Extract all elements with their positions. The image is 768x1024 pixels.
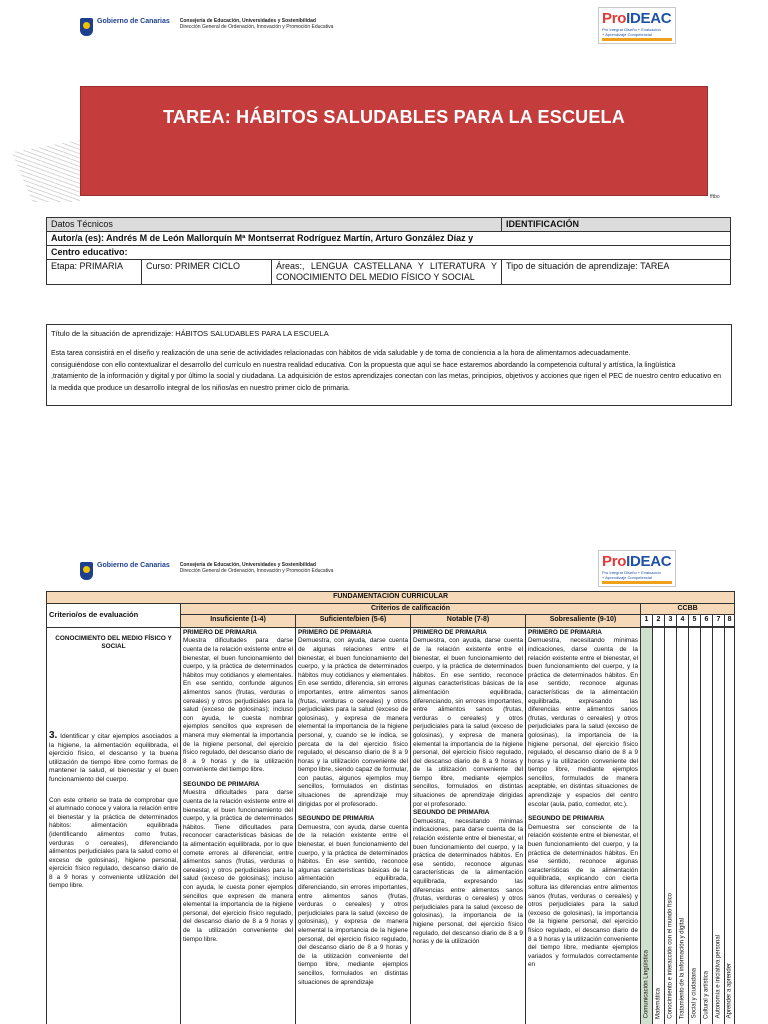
datos-tecnicos-label: Datos Técnicos xyxy=(47,218,502,232)
ccbb-num-8: 8 xyxy=(725,615,735,627)
proideac-sub-2: + Aprendizaje Competencial xyxy=(602,32,652,37)
sobresaliente-cell xyxy=(526,627,641,1024)
criterios-calificacion-header: Criterios de calificación xyxy=(181,603,641,615)
banner-small-text: fftbo xyxy=(710,194,720,200)
notable-segundo: Demuestra, necesitando mínimas indicaciones, para darse cuenta de la relación existente entre el bienestar, el buen funcionamiento del cuerpo, y la práctica de determinados hábitos. En ese sentido, reconoce algunas características de la alimentación equilibrada, expresando las diferencias entre alimentos sanos (frutas, verduras o cereales) y otros perjudiciales para la salud (exceso de golosinas), la importancia de la higiene personal, del ejercicio físico regulado, del descanso diario de 8 a 9 horas y de la utilización xyxy=(413,817,523,946)
gobierno-canarias-logo-2 xyxy=(80,562,333,580)
criterios-evaluacion-header: Criterio/os de evaluación xyxy=(47,603,181,627)
gobierno-canarias-logo xyxy=(80,18,333,36)
suficiente-cell xyxy=(296,627,411,1024)
gov-name: Gobierno de Canarias xyxy=(97,18,170,25)
banner-title: TAREA: HÁBITOS SALUDABLES PARA LA ESCUELA xyxy=(163,107,625,127)
level-sobresaliente: Sobresaliente (9-10) xyxy=(526,615,641,628)
decorative-stripes xyxy=(12,140,80,202)
gov-dept-1: Consejería de Educación, Universidades y Sostenibilidad xyxy=(179,18,316,24)
proideac-bar-2 xyxy=(602,581,672,584)
descripcion-box xyxy=(46,324,732,406)
criterio-cell xyxy=(47,627,181,1024)
gov-dept-1-2: Consejería de Educación, Universidades y Sostenibilidad xyxy=(179,562,316,568)
datos-tecnicos-table xyxy=(46,217,731,285)
curso-cell: Curso: PRIMER CICLO xyxy=(142,260,272,285)
suficiente-segundo: Demuestra, con ayuda, darse cuenta de la relación existente entre el bienestar, el buen funcionamiento del cuerpo, y la práctica de determinados hábitos. En ese sentido, reconoce algunas características básicas de la alimentación equilibrada, diferenciando, sin errores importantes, entre alimentos sanos (frutas, verduras o cereales) y otros perjudiciales para la salud (exceso de golosinas), y expresa de manera elemental la importancia de la higiene personal, del ejercicio físico regulado, del descanso diario de 8 a 9 horas y de la utilización conveniente del tiempo libre, mediante ejemplos sencillos, formulados en distintas situaciones de aprendizaje xyxy=(298,823,408,986)
ccbb-autonomia-iniciativa: Autonomía e iniciativa personal xyxy=(713,627,725,1024)
centro-cell: Centro educativo: xyxy=(47,246,731,260)
primero-label: PRIMERO DE PRIMARIA xyxy=(528,628,602,636)
gov-dept-2: Dirección General de Ordenación, Innovación y Promoción Educativa xyxy=(179,24,334,30)
primero-label: PRIMERO DE PRIMARIA xyxy=(183,628,257,636)
proideac-sub-2-2: + Aprendizaje Competencial xyxy=(602,575,652,580)
title-banner xyxy=(80,86,708,196)
ccbb-cultural-artistica: Cultural y artística xyxy=(701,627,713,1024)
notable-cell xyxy=(411,627,526,1024)
fundamentacion-header: FUNDAMENTACIÓN CURRICULAR xyxy=(47,592,735,604)
primero-label: PRIMERO DE PRIMARIA xyxy=(298,628,372,636)
segundo-label: SEGUNDO DE PRIMARIA xyxy=(528,815,605,823)
proideac-logo-2 xyxy=(598,550,676,587)
ccbb-conocimiento-mundo-fisico: Conocimiento e interacción con el mundo físico xyxy=(665,627,677,1024)
segundo-label: SEGUNDO DE PRIMARIA xyxy=(413,809,490,817)
ccbb-num-1: 1 xyxy=(641,615,653,627)
tipo-cell: Tipo de situación de aprendizaje: TAREA xyxy=(502,260,731,285)
descripcion-p3: ,tratamiento de la información y digital y por último la social y ciudadana. La adquisición de estos aprendizajes conectan con las metas, principios, objetivos y acciones que rigen el PEC de nuestro centro educativo en la medida que produce un desarrollo integral de los niños/as en nuestro primer ciclo de primaria. xyxy=(51,373,722,392)
ccbb-social-ciudadana: Social y ciudadana xyxy=(689,627,701,1024)
ccbb-tratamiento-informacion: Tratamiento de la información y digital xyxy=(677,627,689,1024)
etapa-cell: Etapa: PRIMARIA xyxy=(47,260,142,285)
descripcion-p1: Esta tarea consistirá en el diseño y realización de una serie de actividades relacionadas con hábitos de vida saludable y de toma de conciencia a la hora de alimentarnos adecuadamente. xyxy=(51,350,631,357)
level-suficiente: Suficiente/bien (5-6) xyxy=(296,615,411,628)
gov-name-2: Gobierno de Canarias xyxy=(97,562,170,569)
areas-cell: Áreas:, LENGUA CASTELLANA Y LITERATURA Y CONOCIMIENTO DEL MEDIO FÍSICO Y SOCIAL xyxy=(272,260,502,285)
descripcion-p2: consiguiéndose con ello contextualizar el desarrollo del currículo en nuestra realidad educativa. Con la propuesta que aquí se hace estaremos abordando la competencia cultural y artística, la lingüística xyxy=(51,361,676,369)
ccbb-header: CCBB xyxy=(641,603,735,615)
insuficiente-primero: Muestra dificultades para darse cuenta de la relación existente entre el bienestar, el buen funcionamiento del cuerpo, y la práctica de determinados hábitos muy cotidianos y elementales. En ese sentido, confunde algunos alimentos sanos (frutas, verduras o cereales) y otros perjudiciales para la salud (exceso de golosinas); incluso con ayuda, le cuesta nombrar ejemplos sencillos que expresen de manera muy elemental la importancia de la higiene personal, del ejercicio físico regulado, del descanso diario de 8 a 9 horas y de la utilización conveniente del tiempo libre. xyxy=(183,637,293,774)
proideac-ideac: IDEAC xyxy=(626,10,672,27)
criterio-3: 3. Identificar y citar ejemplos asociados a la higiene, la alimentación equilibrada, el ejercicio físico, el descanso y la buena utilización de tiempo libre como formas de mantener la salud, el bienestar y el buen funcionamiento del cuerpo. xyxy=(49,729,178,783)
proideac-ideac-2: IDEAC xyxy=(626,553,672,570)
sobresaliente-primero: Demuestra, necesitando mínimas indicaciones, darse cuenta de la relación existente entre el bienestar, el buen funcionamiento del cuerpo, y la práctica de determinados hábitos. En ese sentido, reconoce algunas características de la alimentación equilibrada, expresando las diferencias entre alimentos sanos (frutas, verduras o cereales) y otros perjudiciales para la salud (exceso de golosinas), la importancia de la higiene personal, del ejercicio físico regulado, el descanso diario de 8 a 9 horas y la utilización conveniente del tiempo libre, mediante ejemplos sencillos, formulados de manera aceptable, en distintas situaciones de aprendizaje y espacios del centro escolar (aula, patio, comedor, etc.). xyxy=(528,637,638,808)
autores-cell: Autor/a (es): Andrés M de León Mallorquín Mª Montserrat Rodríguez Martín, Arturo González Díaz y xyxy=(47,232,731,246)
level-insuficiente: Insuficiente (1-4) xyxy=(181,615,296,628)
notable-primero: Demuestra, con ayuda, darse cuenta de la relación existente entre el bienestar, el buen funcionamiento del cuerpo, y la práctica de determinados hábitos. En ese sentido, reconoce algunas características básicas de la alimentación equilibrada, diferenciando, sin errores importantes, entre alimentos sanos (frutas, verduras o cereales) y otros perjudiciales para la salud (exceso de golosinas), y expresa de manera elemental la importancia de la higiene personal, del ejercicio físico regulado, del descanso diario de 8 a 9 horas y de la utilización conveniente del tiempo libre, mediante ejemplos sencillos, formulados en distintas situaciones de aprendizaje dirigidas por el profesorado. xyxy=(413,637,523,808)
ccbb-matematica: Matemática xyxy=(653,627,665,1024)
proideac-bar xyxy=(602,38,672,41)
ccbb-num-5: 5 xyxy=(689,615,701,627)
ccbb-aprender-a-aprender: Aprender a aprender xyxy=(725,627,735,1024)
situacion-title: Título de la situación de aprendizaje: HÁBITOS SALUDABLES PARA LA ESCUELA xyxy=(51,329,329,338)
insuficiente-segundo: Muestra dificultades para darse cuenta de la relación existente entre el bienestar, el buen funcionamiento del cuerpo, y la práctica de determinados hábitos. Tiene dificultades para reconocer características básicas de la alimentación equilibrada, por lo que comete errores al diferenciar, entre alimentos sanos (frutas, verduras o cereales) y otros perjudiciales para la salud (exceso de golosinas); incluso con ayuda, le cuesta poner ejemplos sencillos que expresen de manera elemental la importancia de la higiene personal, del ejercicio físico regulado, del descanso diario de 8 a 9 horas y de la utilización conveniente del tiempo libre. xyxy=(183,789,293,943)
canarias-shield-icon xyxy=(80,562,93,580)
proideac-sub-1-2: Pro Integrar Diseño + Evaluación xyxy=(602,570,661,575)
criterio-descripcion: Con este criterio se trata de comprobar que el alumnado conoce y valora la relación entre el bienestar y la práctica de determinados hábitos: alimentación equilibrada (identificando alimentos como frutas, verduras o cereales), diferenciando alimentos perjudiciales para la salud como el exceso de golosinas), higiene personal, ejercicio físico regulado, descanso diario de 8 a 9 horas y conveniente utilización del tiempo libre. xyxy=(49,796,178,890)
ccbb-num-7: 7 xyxy=(713,615,725,627)
level-notable: Notable (7-8) xyxy=(411,615,526,628)
proideac-sub-1: Pro Integrar Diseño + Evaluación xyxy=(602,27,661,32)
ccbb-num-4: 4 xyxy=(677,615,689,627)
sobresaliente-segundo: Demuestra ser consciente de la relación existente entre el bienestar, el buen funcionamiento del cuerpo, y la práctica de determinados hábitos. En ese sentido, reconoce algunas características de la alimentación equilibrada, explicando con cierta soltura las diferencias entre alimentos sanos (frutas, verduras o cereales) y otros perjudiciales para la salud (exceso de golosinas), la importancia de la higiene personal, del ejercicio físico regulado, el descanso diario de 8 a 9 horas y la utilización conveniente del tiempo libre, mediante ejemplos variados y formulados correctamente en xyxy=(528,823,638,969)
ccbb-num-3: 3 xyxy=(665,615,677,627)
primero-label: PRIMERO DE PRIMARIA xyxy=(413,628,487,636)
proideac-pro: Pro xyxy=(602,10,627,27)
proideac-pro-2: Pro xyxy=(602,553,627,570)
ccbb-comunicacion-linguistica: Comunicación Lingüística xyxy=(641,627,653,1024)
gov-dept-2-2: Dirección General de Ordenación, Innovación y Promoción Educativa xyxy=(179,568,334,574)
segundo-label: SEGUNDO DE PRIMARIA xyxy=(298,815,375,823)
identificacion-label: IDENTIFICACIÓN xyxy=(502,218,731,232)
ccbb-num-2: 2 xyxy=(653,615,665,627)
fundamentacion-table xyxy=(46,591,735,1024)
ccbb-num-6: 6 xyxy=(701,615,713,627)
segundo-label: SEGUNDO DE PRIMARIA xyxy=(183,780,260,788)
insuficiente-cell xyxy=(181,627,296,1024)
suficiente-primero: Demuestra, con ayuda, darse cuenta de algunas relaciones entre el bienestar, el buen funcionamiento del cuerpo, y la práctica de determinados hábitos muy cotidianos y elementales. En ese sentido, diferencia, sin errores importantes, entre alimentos sanos (frutas, verduras o cereales) y otros perjudiciales para la salud (exceso de golosinas), y expresa de manera elemental la importancia de la higiene personal, y, cuando se le indica, se percata de la del ejercicio físico regulado, el descanso diario de 8 a 9 horas y la utilización conveniente del tiempo libre, siendo capaz de formular, con pautas, algunos ejemplos muy sencillos, formulados en distintas situaciones de aprendizaje muy dirigidas por el profesorado. xyxy=(298,637,408,808)
canarias-shield-icon xyxy=(80,18,93,36)
area-label: CONOCIMIENTO DEL MEDIO FÍSICO Y SOCIAL xyxy=(55,634,172,651)
proideac-logo xyxy=(598,7,676,44)
